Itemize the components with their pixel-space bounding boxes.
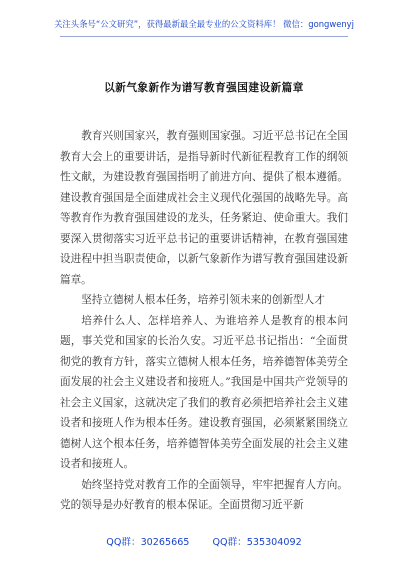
paragraph-body: 培养什么人、怎样培养人、为谁培养人是教育的根本问题，事关党和国家的长治久安。习近平总书记指出：“全面贯彻党的教育方针，落实立德树人根本任务，培养德智体美劳全面发展的社会主义建设者和接班人。”我国是中国共产党领导的社会主义国家，这就决定了我们的教育必须把培养社会主义建设者和接班人作为根本任务。建设教育强国，必须紧紧围绕立德树人这个根本任务，培养德智体美劳全面发展的社会主义建设者和接班人。 [60,314,348,470]
paragraph-body: 始终坚持党对教育工作的全面领导，牢牢把握育人方向。党的领导是办好教育的根本保证。全面贯彻习近平新 [60,478,348,511]
footer-qq-group-2: QQ群：535304092 [212,537,302,548]
document-title: 以新气象新作为谱写教育强国建设新篇章 [104,82,304,94]
footer-qq-group-1: QQ群：30265665 [106,537,190,548]
header-divider [60,36,348,37]
footer-contact [0,534,408,548]
document-body [60,126,348,516]
paragraph-heading: 坚持立德树人根本任务，培养引领未来的创新型人才 [81,294,325,306]
paragraph-intro: 教育兴则国家兴，教育强则国家强。习近平总书记在全国教育大会上的重要讲话，是指导新时代新征程教育工作的纲领性文献，为建设教育强国指明了前进方向、提供了根本遵循。建设教育强国是全面建成社会主义现代化强国的战略先导。高等教育作为教育强国建设的龙头，任务紧迫、使命重大。我们要深入贯彻落实习近平总书记的重要讲话精神，在教育强国建设进程中担当职责使命，以新气象新作为谱写教育强国建设新篇章。 [60,130,348,286]
header-banner: 关注头条号“公文研究”，获得最新最全最专业的公文资料库！ 微信：gongwenyj [54,19,354,29]
